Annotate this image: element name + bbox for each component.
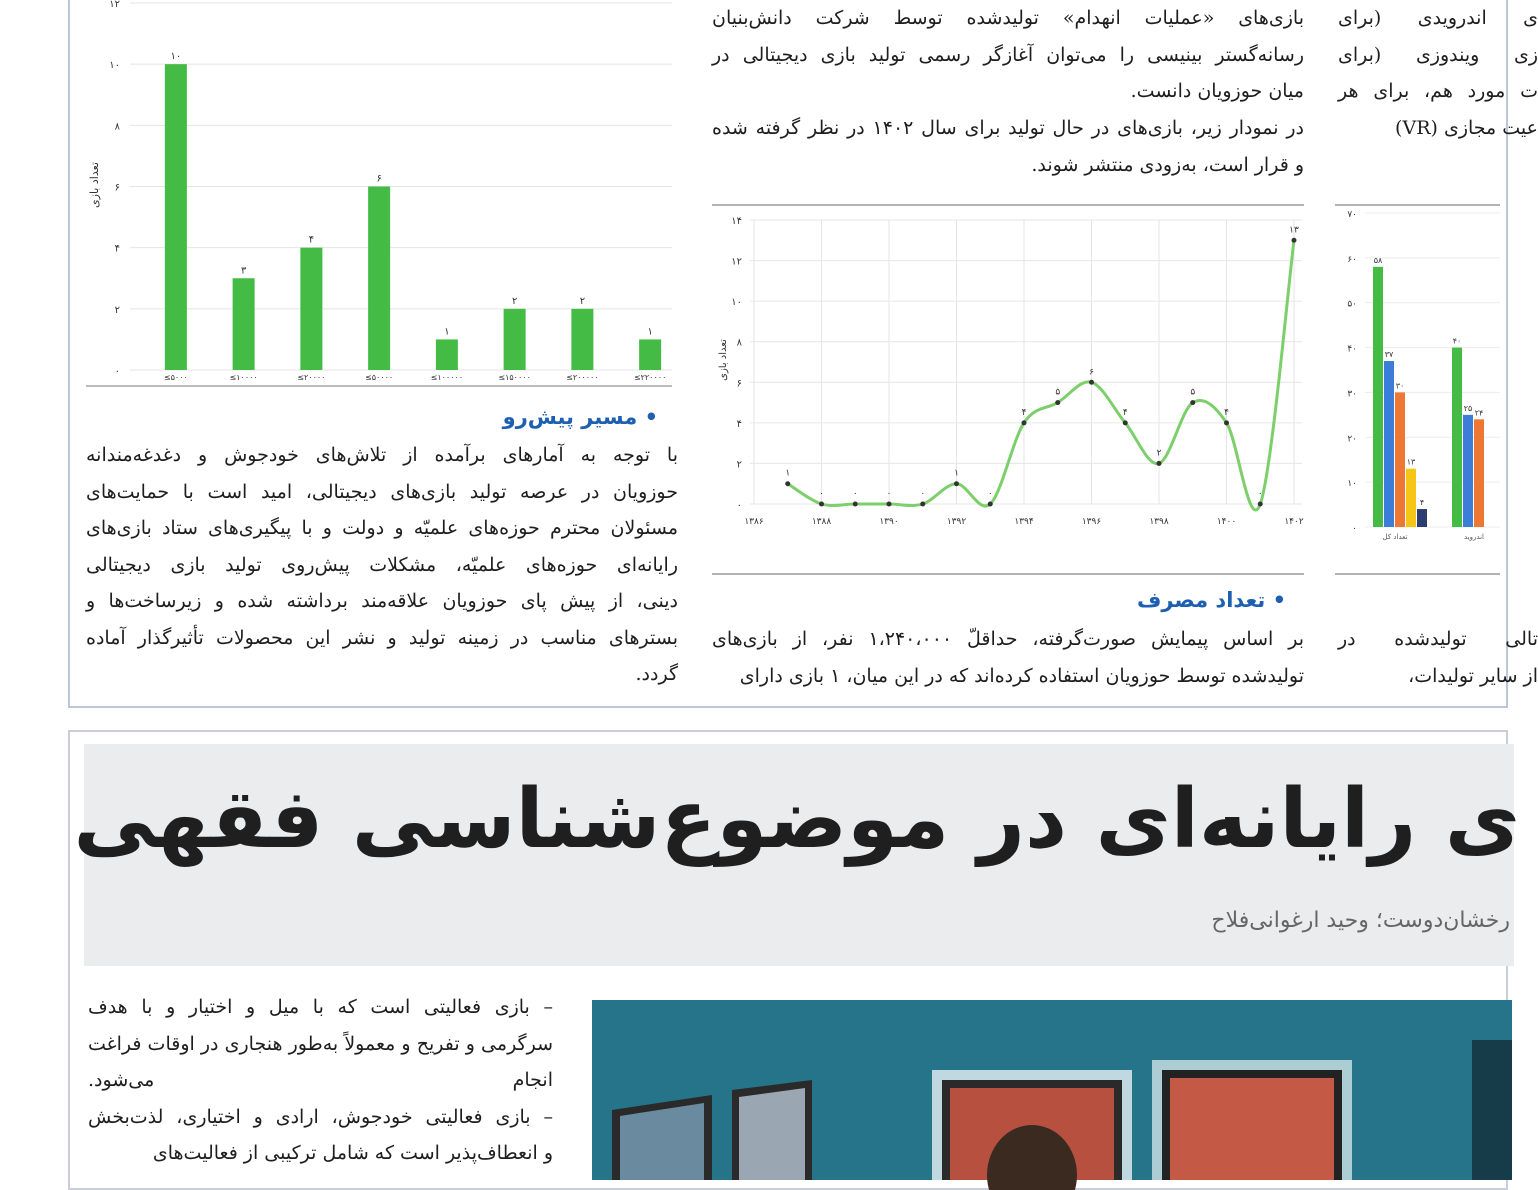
point-value-label: ۴ (1021, 407, 1027, 418)
text-line: رایانه‌ای حوزه‌های علمیّه، مشکلات پیش‌روی تولید بازی دیجیتالی (86, 553, 678, 576)
data-point (920, 502, 925, 507)
data-point (1157, 461, 1162, 466)
middle-bottom-paragraph (712, 621, 1304, 694)
x-tick-label: ≤۵۰۰۰ (163, 373, 188, 382)
text-line: گردد. (635, 663, 678, 685)
article-title: ی رایانه‌ای در موضوع‌شناسی فقهی (73, 772, 1520, 867)
bar (1395, 392, 1405, 527)
y-tick-label: ۲ (114, 304, 120, 316)
bar (1452, 348, 1462, 527)
bar-value-label: ۲ (579, 295, 586, 307)
bar-value-label: ۳ (240, 265, 247, 277)
y-tick-label: ۸ (114, 121, 120, 133)
y-tick-label: ۱۰ (731, 297, 742, 309)
point-value-label: ۱ (954, 468, 959, 479)
point-value-label: ۱ (785, 468, 791, 479)
point-value-label: ۴ (1224, 407, 1229, 418)
right-top-paragraph (1338, 0, 1538, 146)
y-tick-label: ۶۰ (1347, 254, 1357, 265)
text-line: و قرار است، به‌زودی منتشر شوند. (1031, 153, 1304, 176)
data-point (1089, 380, 1094, 385)
bar-value-label: ۲۵ (1463, 403, 1473, 413)
data-point (1190, 400, 1195, 405)
y-axis-title: تعداد بازی (718, 339, 729, 381)
y-tick-label: ۶ (114, 182, 120, 194)
text-line: ی اندرویدی (برای (1338, 7, 1538, 29)
data-point (1292, 238, 1297, 243)
data-point (887, 502, 892, 507)
data-point (785, 481, 790, 486)
y-tick-label: ۸ (736, 337, 742, 349)
data-point (853, 502, 858, 507)
x-tick-label: اندروید (1464, 533, 1484, 541)
point-value-label: ۴ (1122, 407, 1128, 418)
point-value-label: ۵ (1055, 387, 1061, 398)
heading-path-forward: • مسیر پیش‌رو (502, 405, 658, 429)
point-value-label: ۰ (920, 489, 926, 499)
y-tick-label: ۲ (736, 459, 742, 471)
text-line: بسترهای مناسب در زمینه تولید و نشر این محصولات تأثیرگذار آماده (86, 626, 678, 649)
x-tick-label: ≤۱۰۰۰۰ (229, 373, 258, 382)
y-tick-label: ۱۲ (109, 0, 120, 10)
point-value-label: ۵ (1190, 387, 1196, 398)
data-point (988, 502, 993, 507)
text-line: دینی، از پیش پای حوزویان علاقه‌مند برداشته شده و زیرساخت‌ها و (86, 590, 678, 612)
article-photo (592, 1000, 1512, 1180)
y-tick-label: ۵۰ (1347, 299, 1357, 310)
y-tick-label: ۰ (1352, 524, 1357, 534)
right-bottom-paragraph (1338, 621, 1538, 694)
bar-value-label: ۶ (376, 173, 382, 185)
bar-value-label: ۴۰ (1452, 336, 1462, 346)
bar (1373, 267, 1383, 527)
x-tick-label: ۱۳۹۰ (879, 517, 899, 527)
bar-value-label: ۴ (308, 234, 315, 246)
y-tick-label: ۰ (114, 366, 120, 377)
bar-value-label: ۵۸ (1373, 255, 1383, 265)
y-tick-label: ۱۴ (731, 216, 742, 227)
y-axis-title: تعداد بازی (88, 162, 101, 208)
middle-top-paragraph (712, 0, 1304, 110)
bar (1417, 509, 1427, 527)
series-line (788, 240, 1294, 510)
text-line: عیت مجازی (VR) (1395, 116, 1538, 139)
point-value-label: ۰ (1257, 489, 1263, 499)
point-value-label: ۰ (987, 489, 993, 499)
text-line: از سایر تولیدات، (1408, 664, 1538, 687)
y-tick-label: ۱۲ (731, 256, 742, 268)
text-line: در نمودار زیر، بازی‌های در حال تولید برای سال ۱۴۰۲ در نظر گرفته شده (712, 117, 1304, 139)
bar (436, 339, 458, 370)
x-tick-label: ۱۳۹۲ (946, 517, 967, 527)
x-tick-label: ۱۳۹۸ (1149, 517, 1169, 527)
data-point (1022, 420, 1027, 425)
x-tick-label: ≤۵۰۰۰۰ (365, 373, 394, 382)
article-line: انجام می‌شود. (88, 1069, 553, 1091)
text-line: زی ویندوزی (برای (1338, 43, 1538, 66)
bar (1474, 419, 1484, 527)
bar-value-label: ۲۴ (1474, 408, 1484, 418)
data-point (1055, 400, 1060, 405)
bar-value-label: ۱ (647, 326, 653, 338)
bar-value-label: ۱۳ (1406, 457, 1416, 467)
bar (165, 64, 187, 370)
x-tick-label: ۱۳۸۸ (811, 517, 832, 527)
photo-illustration (592, 1000, 1512, 1180)
text-line: تالی تولیدشده در (1338, 628, 1538, 650)
data-point (1123, 420, 1128, 425)
point-value-label: ۲ (1156, 448, 1162, 459)
bar (233, 278, 255, 370)
point-value-label: ۰ (819, 489, 824, 499)
games-by-users-bar-chart (80, 0, 680, 395)
point-value-label: ۱۳ (1289, 225, 1299, 236)
x-tick-label: ≤۱۰۰۰۰۰ (430, 373, 464, 382)
x-tick-label: ۱۳۸۶ (744, 517, 764, 527)
text-line: ت مورد هم، برای هر (1338, 80, 1538, 102)
x-tick-label: ۱۳۹۶ (1081, 517, 1102, 527)
x-tick-label: ≤۲۲۰۰۰۰ (633, 373, 667, 382)
text-line: با توجه به آمارهای برآمده از تلاش‌های خودجوش و دغدغه‌مندانه (86, 444, 678, 466)
bar (504, 309, 526, 370)
data-point (1258, 502, 1263, 507)
y-tick-label: ۴۰ (1347, 344, 1357, 355)
article-authors: رخشان‌دوست؛ وحید ارغوانی‌فلاح (1211, 908, 1510, 933)
data-point (1224, 420, 1229, 425)
text-line: بازی‌های «عملیات انهدام» تولیدشده توسط شرکت دانش‌بنیان (712, 7, 1304, 29)
bar-value-label: ۱ (444, 326, 450, 338)
games-per-year-line-chart (712, 200, 1312, 580)
bar (300, 248, 322, 370)
x-tick-label: ۱۴۰۲ (1284, 517, 1304, 527)
bar-value-label: ۳۰ (1395, 381, 1405, 391)
data-point (954, 481, 959, 486)
point-value-label: ۶ (1089, 367, 1094, 378)
y-tick-label: ۲۰ (1347, 434, 1357, 445)
x-tick-label: تعداد کل (1382, 533, 1408, 541)
article-line: و انعطاف‌پذیر است که شامل ترکیبی از فعالیت‌های (152, 1142, 553, 1164)
bar (1406, 469, 1416, 527)
article-line: – بازی فعالیتی است که با میل و اختیار و با هدف (88, 996, 553, 1018)
text-line: مسئولان محترم حوزه‌های علمیّه و دولت و با پیگیری‌های ستاد بازی‌های (86, 517, 678, 539)
point-value-label: ۰ (886, 489, 892, 499)
x-tick-label: ≤۱۵۰۰۰۰ (498, 373, 531, 382)
text-line: رسانه‌گستر بینیسی را می‌توان آغازگر رسمی تولید بازی دیجیتالی در (712, 43, 1304, 66)
bar-value-label: ۲ (511, 295, 518, 307)
x-tick-label: ≤۲۰۰۰۰۰ (566, 373, 599, 382)
bar-value-label: ۴ (1419, 498, 1425, 508)
article-line: سرگرمی و تفریح و معمولاً به‌طور هنجاری در اوقات فراغت (88, 1032, 553, 1055)
bar-value-label: ۱۰ (170, 51, 182, 63)
y-tick-label: ۳۰ (1347, 389, 1357, 400)
text-line: حوزویان در عرصه تولید بازی‌های دیجیتالی، امید است با حمایت‌های (86, 480, 678, 503)
bar-value-label: ۳۷ (1384, 350, 1394, 360)
article-line: – بازی فعالیتی خودجوش، ارادی و اختیاری، لذت‌بخش (88, 1105, 553, 1128)
bar (639, 339, 661, 370)
y-tick-label: ۴ (114, 243, 120, 255)
x-tick-label: ۱۴۰۰ (1216, 517, 1237, 527)
bar (1463, 415, 1473, 527)
y-tick-label: ۱۰ (1347, 479, 1357, 490)
y-tick-label: ۶ (736, 378, 742, 390)
y-tick-label: ۴ (736, 418, 742, 430)
left-paragraph (86, 437, 678, 693)
chart-note (712, 110, 1304, 183)
games-by-platform-bar-chart (1335, 200, 1500, 580)
x-tick-label: ۱۳۹۴ (1014, 517, 1034, 527)
x-tick-label: ≤۲۰۰۰۰ (297, 373, 326, 382)
text-line: میان حوزویان دانست. (1130, 80, 1304, 102)
heading-usage-count: • تعداد مصرف (1136, 588, 1286, 612)
bar (1384, 361, 1394, 527)
point-value-label: ۰ (852, 489, 858, 499)
bar (368, 187, 390, 371)
article-body (88, 989, 553, 1172)
data-point (819, 502, 824, 507)
text-line: بر اساس پیمایش صورت‌گرفته، حداقلّ ۱،۲۴۰،۰۰۰ نفر، از بازی‌های (712, 628, 1304, 650)
y-tick-label: ۰ (736, 500, 742, 511)
text-line: تولیدشده توسط حوزویان استفاده کرده‌اند که در این میان، ۱ بازی دارای (739, 664, 1304, 687)
bar (571, 309, 593, 370)
y-tick-label: ۷۰ (1347, 210, 1357, 220)
y-tick-label: ۱۰ (109, 60, 120, 72)
